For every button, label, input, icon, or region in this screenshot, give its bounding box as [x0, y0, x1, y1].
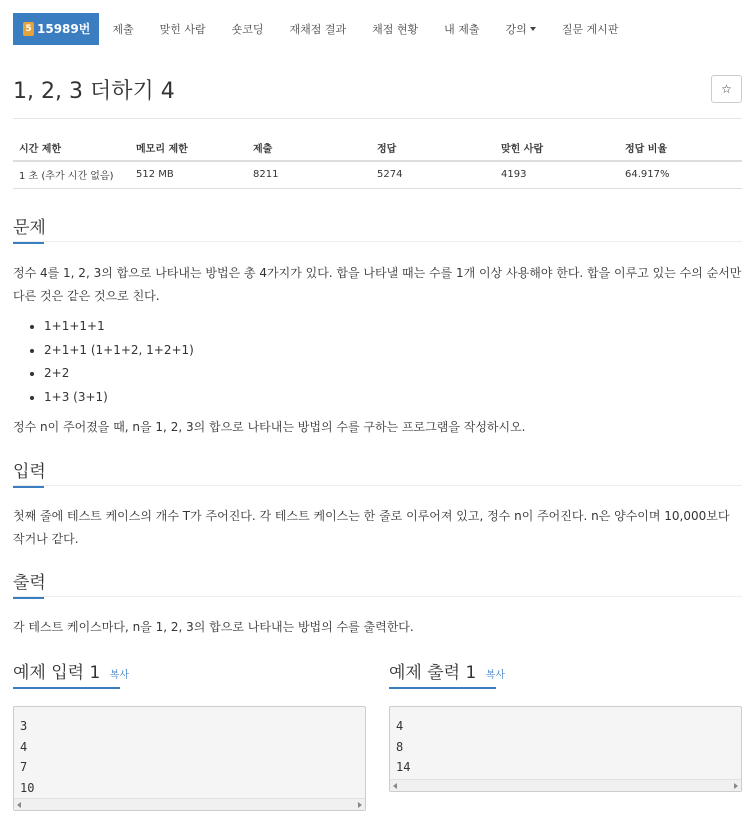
- info-value-row: [13, 161, 742, 188]
- header-time-limit: 시간 제한: [13, 135, 130, 161]
- header-accepted: 정답: [371, 135, 495, 161]
- problem-number-tab[interactable]: [13, 13, 99, 45]
- problem-description: 정수 4를 1, 2, 3의 합으로 나타내는 방법은 총 4가지가 있다. 합을 나타낼 때는 수를 1개 이상 사용해야 한다. 합을 이루고 있는 수의 순서만 다른 것은 같은 것으로 친다.: [13, 266, 742, 303]
- star-icon: ☆: [721, 82, 732, 96]
- problem-heading-text: 문제: [13, 218, 46, 238]
- sample-input-line: 4: [20, 739, 28, 754]
- scroll-right-icon[interactable]: [734, 783, 738, 789]
- sample-output-line: 14: [396, 760, 411, 774]
- section-divider: [13, 485, 742, 486]
- heading-underline: [13, 687, 120, 689]
- nav-lectures-label: 강의: [505, 22, 527, 36]
- value-time-limit: 1 초 (추가 시간 없음): [13, 161, 130, 188]
- scroll-left-icon[interactable]: [393, 783, 397, 789]
- sample-input-title: 예제 입력 1: [13, 663, 101, 683]
- input-section-heading: [13, 457, 46, 482]
- list-item: • 2+1+1 (1+1+2, 1+2+1): [44, 339, 194, 363]
- input-heading-text: 입력: [13, 462, 46, 482]
- nav-short-coding[interactable]: 숏코딩: [231, 22, 264, 36]
- header-submissions: 제출: [247, 135, 371, 161]
- input-description: 첫째 줄에 테스트 케이스의 개수 T가 주어진다. 각 테스트 케이스는 한 줄로 이루어져 있고, 정수 n이 주어진다. n은 양수이며 10,000보다 작거나 같다.: [13, 509, 730, 546]
- top-nav: [0, 0, 750, 57]
- problem-example-list: [30, 315, 194, 409]
- heading-underline: [13, 486, 44, 488]
- caret-down-icon: [530, 27, 536, 31]
- copy-input-link[interactable]: 복사: [109, 670, 130, 681]
- value-accepted: 5274: [371, 161, 495, 188]
- list-item: • 2+2: [44, 362, 194, 386]
- value-accept-ratio: 64.917%: [619, 161, 742, 188]
- value-memory-limit: 512 MB: [130, 161, 247, 188]
- nav-submit[interactable]: 제출: [112, 22, 134, 36]
- sample-input-line: 3: [20, 719, 28, 733]
- problem-info-table: [13, 135, 742, 189]
- sample-output-line: 4: [396, 719, 404, 733]
- heading-underline: [13, 597, 44, 599]
- nav-my-submissions[interactable]: 내 제출: [444, 22, 480, 36]
- sample-input-line: 7: [20, 760, 28, 774]
- value-submissions: 8211: [247, 161, 371, 188]
- nav-rejudge-results[interactable]: 재채점 결과: [289, 22, 347, 36]
- nav-lectures-dropdown[interactable]: [493, 13, 549, 45]
- output-heading-text: 출력: [13, 573, 46, 593]
- tier-badge-icon: 5: [23, 22, 34, 36]
- horizontal-scrollbar[interactable]: [390, 779, 741, 791]
- header-solved-users: 맞힌 사람: [495, 135, 619, 161]
- problem-section-heading: [13, 213, 46, 238]
- sample-input-line: 10: [20, 780, 35, 795]
- problem-number-label: 15989번: [37, 22, 91, 36]
- nav-solved-users[interactable]: 맞힌 사람: [159, 22, 206, 36]
- favorite-star-button[interactable]: [711, 75, 742, 103]
- sample-output-box[interactable]: [389, 706, 742, 792]
- scroll-left-icon[interactable]: [17, 802, 21, 808]
- horizontal-scrollbar[interactable]: [14, 798, 365, 810]
- output-section-heading: [13, 568, 46, 593]
- list-item: • 1+1+1+1: [44, 315, 194, 339]
- title-divider: [13, 118, 742, 119]
- nav-qna-board[interactable]: 질문 게시판: [561, 22, 619, 36]
- list-item: • 1+3 (3+1): [44, 386, 194, 410]
- sample-output-title: 예제 출력 1: [389, 663, 477, 683]
- output-description: 각 테스트 케이스마다, n을 1, 2, 3의 합으로 나타내는 방법의 수를 출력한다.: [13, 620, 414, 634]
- section-divider: [13, 596, 742, 597]
- sample-input-box[interactable]: [13, 706, 366, 811]
- info-header-row: [13, 135, 742, 161]
- copy-output-link[interactable]: 복사: [485, 670, 506, 681]
- scroll-right-icon[interactable]: [358, 802, 362, 808]
- sample-input-heading: [13, 658, 129, 683]
- value-solved-users: 4193: [495, 161, 619, 188]
- section-divider: [13, 241, 742, 242]
- sample-output-heading: [389, 658, 505, 683]
- heading-underline: [389, 687, 496, 689]
- nav-judge-status[interactable]: 채점 현황: [372, 22, 419, 36]
- heading-underline: [13, 242, 44, 244]
- sample-output-line: 8: [396, 739, 404, 754]
- problem-title: 1, 2, 3 더하기 4: [13, 79, 175, 104]
- header-memory-limit: 메모리 제한: [130, 135, 247, 161]
- header-accept-ratio: 정답 비율: [619, 135, 742, 161]
- problem-task: 정수 n이 주어졌을 때, n을 1, 2, 3의 합으로 나타내는 방법의 수를 구하는 프로그램을 작성하시오.: [13, 420, 526, 434]
